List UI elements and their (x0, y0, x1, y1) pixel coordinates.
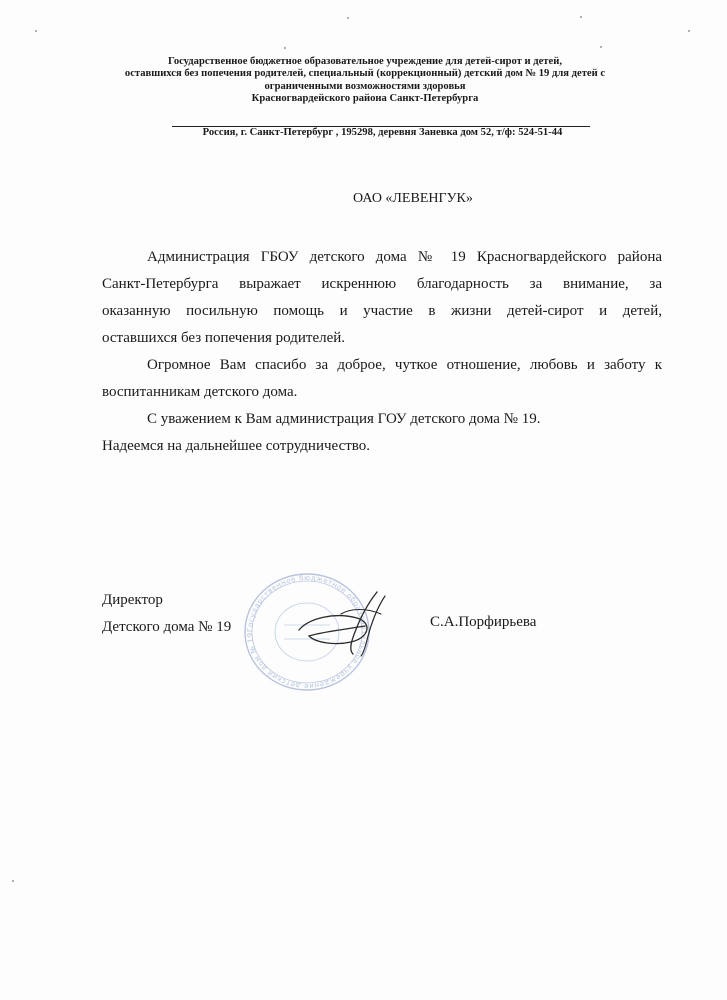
paragraph-1 (102, 244, 662, 352)
letterhead (60, 56, 670, 106)
scan-speck (600, 46, 602, 48)
paragraph-3 (102, 406, 662, 433)
signatory-name: С.А.Порфирьева (430, 614, 537, 630)
letterhead-line-1: Государственное бюджетное образовательное учреждение для детей-сирот и детей, (168, 56, 562, 67)
body-line: Надеемся на дальнейшее сотрудничество. (102, 438, 371, 454)
scan-speck (12, 880, 14, 882)
body-line: воспитанникам детского дома. (102, 384, 298, 400)
letterhead-line-2: оставшихся без попечения родителей, специальный (коррекционный) детский дом № 19 для детей с (124, 68, 606, 80)
stamp-ring-text: Государственное бюджетное образовательное учреждение детский дом № 19 (245, 573, 369, 691)
paragraph-2 (102, 352, 662, 406)
scan-speck (284, 47, 286, 49)
scan-speck (35, 30, 37, 32)
scan-speck (347, 17, 349, 19)
body-line: Администрация ГБОУ детского дома № 19 Красногвардейского района (147, 249, 662, 265)
body-line: Санкт-Петербурга выражает искреннюю благодарность за внимание, за (102, 276, 662, 292)
scan-speck (688, 30, 690, 32)
letter-body (102, 244, 662, 460)
letterhead-line-4: Красногвардейского района Санкт-Петербурга (251, 93, 479, 105)
letterhead-line-3: ограниченными возможностями здоровья (264, 80, 466, 92)
body-line: оставшихся без попечения родителей. (102, 330, 346, 346)
handwritten-signature (295, 588, 395, 658)
body-line: С уважением к Вам администрация ГОУ детского дома № 19. (147, 411, 541, 427)
body-line: Огромное Вам спасибо за доброе, чуткое отношение, любовь и заботу к (147, 357, 662, 373)
signature-block (102, 587, 231, 641)
recipient: ОАО «ЛЕВЕНГУК» (353, 191, 473, 206)
body-line: оказанную посильную помощь и участие в жизни детей-сирот и детей, (102, 303, 662, 319)
signatory-organization: Детского дома № 19 (102, 619, 232, 635)
signatory-title: Директор (102, 592, 163, 608)
letterhead-address: Россия, г. Санкт-Петербург , 195298, деревня Заневка дом 52, т/ф: 524-51-44 (202, 127, 563, 138)
scan-speck (580, 16, 582, 18)
paragraph-4 (102, 433, 662, 460)
